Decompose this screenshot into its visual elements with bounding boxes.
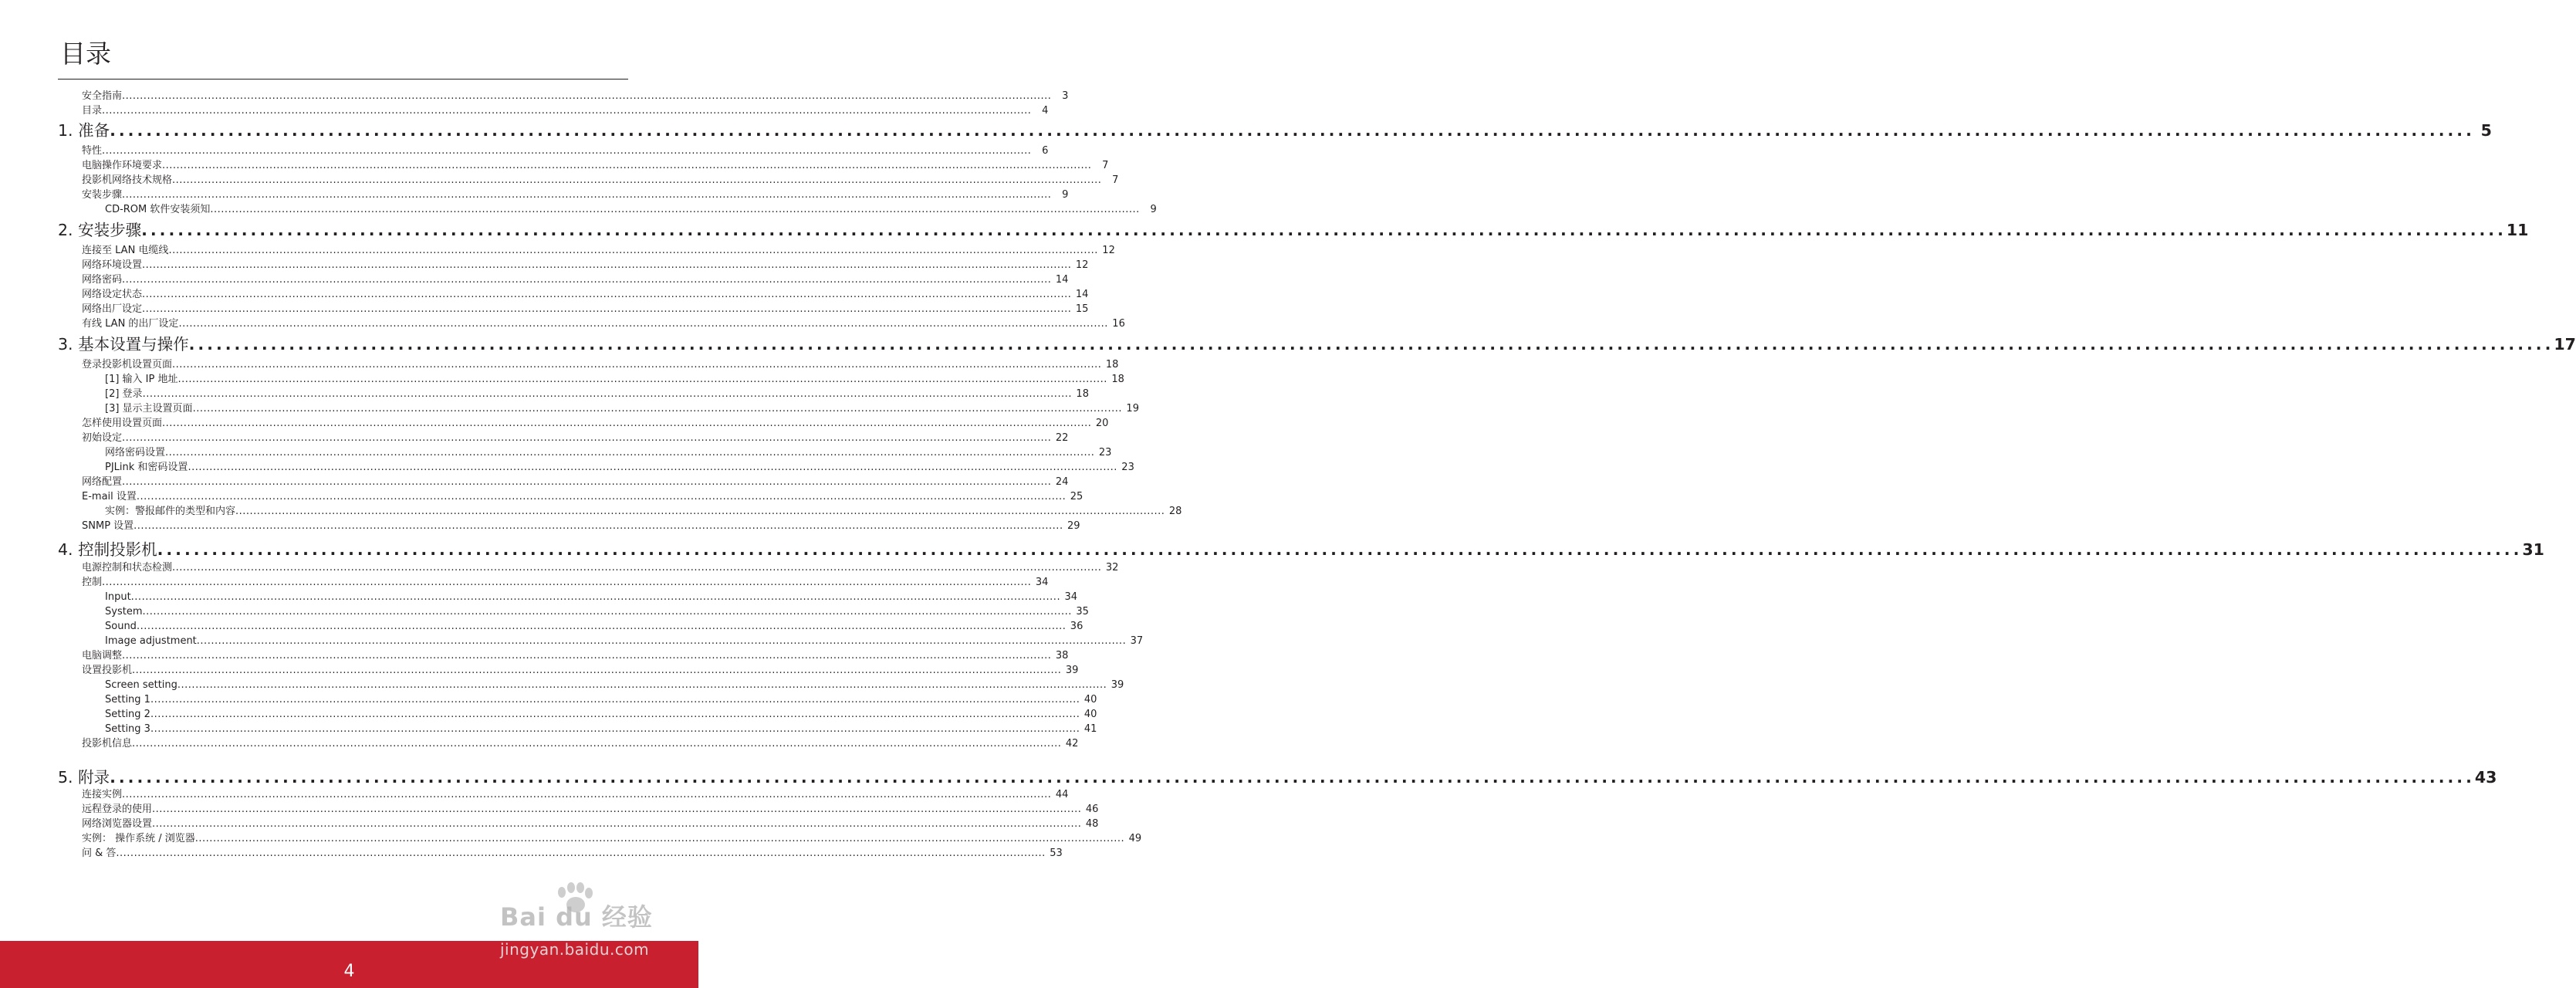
- toc-entry-page: 40: [1083, 709, 1097, 720]
- toc-entry-page: 18: [1105, 359, 1119, 370]
- dot-leader: ....................................................................................................................................................................................................................................................................: [188, 462, 1117, 473]
- dot-leader: ....................................................................................................................................................................................................................................................................: [136, 621, 1067, 632]
- baidu-watermark: [500, 902, 662, 945]
- toc-entry-label: 1. 准备: [58, 121, 110, 140]
- toc-entry: [105, 504, 1182, 519]
- toc-entry: [82, 431, 1069, 445]
- dot-leader: ....................................................................................................................................................................................................................................................................: [172, 174, 1102, 186]
- toc-entry: [105, 722, 1097, 736]
- watermark-logo-text: Bai du 经验: [500, 902, 653, 932]
- toc-entry: [82, 736, 1079, 751]
- toc-entry-label: Setting 3: [105, 723, 150, 735]
- toc-entry-label: 网络配置: [82, 476, 123, 488]
- toc-entry-label: 电脑调整: [82, 650, 123, 661]
- dot-leader: ....................................................................................................................................................................................................................................................................: [178, 318, 1108, 330]
- toc-entry: [82, 272, 1069, 287]
- toc-entry: [82, 575, 1049, 590]
- toc-entry-page: 35: [1076, 606, 1089, 618]
- toc-entry-label: 电脑操作环境要求: [82, 160, 163, 171]
- toc-entry-label: Screen setting: [105, 679, 177, 691]
- toc-entry-page: 23: [1098, 447, 1112, 458]
- toc-entry: [105, 202, 1157, 217]
- dot-leader: ....................................................................................................................................................................................................................................................................: [157, 540, 2523, 559]
- toc-entry-page: 16: [1112, 318, 1125, 330]
- toc-entry: [82, 475, 1069, 489]
- dot-leader: ....................................................................................................................................................................................................................................................................: [152, 804, 1082, 815]
- toc-entry: [82, 846, 1063, 861]
- toc-entry-page: 14: [1055, 274, 1069, 286]
- dot-leader: ....................................................................................................................................................................................................................................................................: [102, 145, 1032, 157]
- toc-entry-page: 17: [2554, 335, 2576, 354]
- toc-entry-page: 3: [1062, 90, 1069, 102]
- toc-entry-page: 20: [1095, 418, 1109, 429]
- title-divider: [58, 79, 628, 80]
- dot-leader: ....................................................................................................................................................................................................................................................................: [150, 694, 1080, 705]
- dot-leader: ....................................................................................................................................................................................................................................................................: [162, 418, 1092, 429]
- toc-entry: [105, 678, 1124, 692]
- toc-entry-page: 49: [1128, 833, 1142, 844]
- dot-leader: ....................................................................................................................................................................................................................................................................: [132, 738, 1062, 749]
- toc-entry: [82, 817, 1099, 831]
- toc-entry-page: 18: [1111, 374, 1124, 385]
- toc-entry-label: Input: [105, 591, 131, 603]
- watermark-url: jingyan.baidu.com: [500, 940, 650, 959]
- toc-entry-page: 29: [1067, 520, 1080, 532]
- dot-leader: ....................................................................................................................................................................................................................................................................: [110, 768, 2475, 787]
- toc-entry-label: 网络密码设置: [105, 447, 166, 458]
- dot-leader: ....................................................................................................................................................................................................................................................................: [142, 289, 1072, 300]
- toc-entry-page: 11: [2506, 221, 2529, 239]
- toc-entry-page: 14: [1075, 289, 1089, 300]
- dot-leader: ....................................................................................................................................................................................................................................................................: [122, 274, 1052, 286]
- toc-entry-label: 网络密码: [82, 274, 123, 286]
- toc-entry-page: 34: [1035, 577, 1049, 588]
- toc-entry-page: 37: [1130, 635, 1144, 647]
- toc-entry-label: 设置投影机: [82, 665, 133, 676]
- dot-leader: ....................................................................................................................................................................................................................................................................: [122, 432, 1052, 444]
- dot-leader: ....................................................................................................................................................................................................................................................................: [142, 388, 1072, 400]
- dot-leader: ....................................................................................................................................................................................................................................................................: [152, 818, 1082, 830]
- toc-entry-label: 登录投影机设置页面: [82, 359, 173, 370]
- toc-entry: [82, 258, 1089, 272]
- dot-leader: ....................................................................................................................................................................................................................................................................: [162, 160, 1092, 171]
- toc-entry-label: 网络出厂设定: [82, 303, 143, 315]
- toc-entry: [82, 560, 1119, 575]
- toc-entry: [82, 103, 1049, 118]
- toc-entry-page: 28: [1168, 506, 1182, 517]
- dot-leader: ....................................................................................................................................................................................................................................................................: [194, 833, 1125, 844]
- toc-entry-label: CD-ROM 软件安装须知: [105, 204, 211, 215]
- dot-leader: ....................................................................................................................................................................................................................................................................: [165, 447, 1095, 458]
- toc-entry-page: 9: [1062, 189, 1069, 201]
- dot-leader: ....................................................................................................................................................................................................................................................................: [172, 359, 1102, 370]
- toc-entry: [105, 707, 1097, 722]
- toc-chapter-entry: [58, 220, 2529, 240]
- toc-entry-page: 44: [1055, 789, 1069, 800]
- toc-entry-label: 实例： 操作系统 / 浏览器: [82, 833, 195, 844]
- toc-entry: [82, 188, 1069, 202]
- toc-entry-label: Setting 1: [105, 694, 150, 705]
- toc-entry: [82, 287, 1089, 302]
- dot-leader: ....................................................................................................................................................................................................................................................................: [122, 189, 1052, 201]
- toc-entry-label: 4. 控制投影机: [58, 540, 157, 559]
- dot-leader: ....................................................................................................................................................................................................................................................................: [235, 506, 1165, 517]
- dot-leader: ....................................................................................................................................................................................................................................................................: [168, 245, 1098, 256]
- toc-entry: [82, 831, 1142, 846]
- dot-leader: ....................................................................................................................................................................................................................................................................: [110, 121, 2475, 140]
- toc-entry-label: 投影机网络技术规格: [82, 174, 173, 186]
- toc-entry-page: 38: [1055, 650, 1069, 661]
- toc-entry-label: 电源控制和状态检测: [82, 562, 173, 574]
- toc-entry-page: 23: [1121, 462, 1134, 473]
- toc-entry-label: [3] 显示主设置页面: [105, 403, 193, 414]
- toc-entry-label: SNMP 设置: [82, 520, 134, 532]
- toc-entry-page: 7: [1102, 160, 1109, 171]
- toc-entry-page: 18: [1076, 388, 1089, 400]
- toc-entry: [105, 692, 1097, 707]
- toc-entry: [82, 357, 1119, 372]
- toc-entry-label: 有线 LAN 的出厂设定: [82, 318, 179, 330]
- toc-entry-label: Sound: [105, 621, 137, 632]
- toc-chapter-entry: [58, 767, 2497, 787]
- dot-leader: ....................................................................................................................................................................................................................................................................: [172, 562, 1102, 574]
- dot-leader: ....................................................................................................................................................................................................................................................................: [142, 259, 1072, 271]
- toc-entry: [82, 302, 1089, 316]
- toc-entry: [82, 173, 1119, 188]
- toc-entry: [82, 802, 1099, 817]
- dot-leader: ....................................................................................................................................................................................................................................................................: [188, 335, 2554, 354]
- toc-entry-page: 12: [1102, 245, 1115, 256]
- toc-entry-page: 40: [1083, 694, 1097, 705]
- toc-entry: [105, 619, 1083, 634]
- toc-entry-label: 网络设定状态: [82, 289, 143, 300]
- dot-leader: ....................................................................................................................................................................................................................................................................: [136, 491, 1067, 502]
- toc-entry-page: 53: [1050, 848, 1063, 859]
- dot-leader: ....................................................................................................................................................................................................................................................................: [192, 403, 1122, 414]
- toc-entry-label: 远程登录的使用: [82, 804, 153, 815]
- toc-entry-page: 25: [1070, 491, 1083, 502]
- toc-entry-page: 41: [1083, 723, 1097, 735]
- toc-entry-page: 12: [1075, 259, 1089, 271]
- dot-leader: ....................................................................................................................................................................................................................................................................: [122, 476, 1052, 488]
- dot-leader: ....................................................................................................................................................................................................................................................................: [122, 90, 1052, 102]
- toc-entry-label: 控制: [82, 577, 103, 588]
- toc-entry-label: 目录: [82, 105, 103, 117]
- toc-entry-label: PJLink 和密码设置: [105, 462, 188, 473]
- toc-chapter-entry: [58, 334, 2576, 354]
- page-title: 目录: [60, 39, 111, 69]
- toc-entry-page: 34: [1064, 591, 1078, 603]
- toc-entry-page: 6: [1042, 145, 1049, 157]
- toc-entry-label: 怎样使用设置页面: [82, 418, 163, 429]
- toc-entry-label: 3. 基本设置与操作: [58, 335, 189, 354]
- toc-entry-label: 网络环境设置: [82, 259, 143, 271]
- dot-leader: ....................................................................................................................................................................................................................................................................: [142, 606, 1072, 618]
- toc-entry-page: 24: [1055, 476, 1069, 488]
- dot-leader: ....................................................................................................................................................................................................................................................................: [177, 679, 1107, 691]
- toc-entry-page: 31: [2522, 540, 2544, 559]
- dot-leader: ....................................................................................................................................................................................................................................................................: [132, 665, 1062, 676]
- toc-entry-label: 实例：警报邮件的类型和内容: [105, 506, 236, 517]
- dot-leader: ....................................................................................................................................................................................................................................................................: [102, 577, 1032, 588]
- dot-leader: ....................................................................................................................................................................................................................................................................: [102, 105, 1032, 117]
- toc-entry: [105, 590, 1078, 604]
- toc-entry-label: 2. 安装步骤: [58, 221, 142, 239]
- toc-entry-page: 48: [1085, 818, 1099, 830]
- dot-leader: ....................................................................................................................................................................................................................................................................: [122, 789, 1052, 800]
- toc-entry-page: 4: [1042, 105, 1049, 117]
- dot-leader: ....................................................................................................................................................................................................................................................................: [150, 723, 1080, 735]
- toc-chapter-entry: [58, 540, 2544, 560]
- dot-leader: ....................................................................................................................................................................................................................................................................: [150, 709, 1080, 720]
- toc-entry-label: Image adjustment: [105, 635, 197, 647]
- toc-entry: [82, 158, 1109, 173]
- toc-entry: [105, 604, 1089, 619]
- toc-entry-page: 42: [1065, 738, 1079, 749]
- toc-entry-page: 32: [1105, 562, 1119, 574]
- toc-entry-page: 39: [1111, 679, 1124, 691]
- toc-entry-page: 7: [1112, 174, 1119, 186]
- toc-entry: [82, 648, 1069, 663]
- toc-entry-page: 36: [1070, 621, 1083, 632]
- toc-entry: [82, 519, 1080, 533]
- dot-leader: ....................................................................................................................................................................................................................................................................: [134, 520, 1063, 532]
- toc-entry: [105, 634, 1144, 648]
- toc-entry-label: 安装步骤: [82, 189, 123, 201]
- toc-entry: [105, 445, 1112, 460]
- toc-entry: [82, 663, 1079, 678]
- dot-leader: ....................................................................................................................................................................................................................................................................: [122, 650, 1052, 661]
- toc-entry: [82, 489, 1083, 504]
- dot-leader: ....................................................................................................................................................................................................................................................................: [196, 635, 1127, 647]
- toc-entry-label: E-mail 设置: [82, 491, 137, 502]
- dot-leader: ....................................................................................................................................................................................................................................................................: [210, 204, 1140, 215]
- toc-entry-label: Setting 2: [105, 709, 150, 720]
- toc-entry-page: 46: [1085, 804, 1099, 815]
- dot-leader: ....................................................................................................................................................................................................................................................................: [130, 591, 1061, 603]
- toc-entry: [105, 372, 1124, 387]
- toc-entry: [82, 89, 1069, 103]
- dot-leader: ....................................................................................................................................................................................................................................................................: [142, 303, 1072, 315]
- toc-entry-page: 43: [2474, 768, 2497, 787]
- dot-leader: ....................................................................................................................................................................................................................................................................: [116, 848, 1046, 859]
- toc-entry-label: 连接至 LAN 电缆线: [82, 245, 169, 256]
- toc-entry-page: 9: [1150, 204, 1157, 215]
- toc-entry-page: 5: [2480, 121, 2492, 140]
- toc-entry-label: [2] 登录: [105, 388, 143, 400]
- toc-entry-label: 特性: [82, 145, 103, 157]
- toc-entry: [82, 144, 1049, 158]
- toc-entry: [105, 401, 1139, 416]
- toc-entry-page: 15: [1075, 303, 1089, 315]
- toc-entry-page: 39: [1065, 665, 1079, 676]
- toc-entry: [105, 460, 1134, 475]
- toc-entry-label: 连接实例: [82, 789, 123, 800]
- toc-entry-label: 5. 附录: [58, 768, 110, 787]
- toc-entry-label: 问 & 答: [82, 848, 117, 859]
- toc-entry-label: 安全指南: [82, 90, 123, 102]
- toc-entry-label: 初始设定: [82, 432, 123, 444]
- dot-leader: ....................................................................................................................................................................................................................................................................: [177, 374, 1107, 385]
- toc-entry: [82, 787, 1069, 802]
- toc-entry-page: 22: [1055, 432, 1069, 444]
- toc-entry-label: 投影机信息: [82, 738, 133, 749]
- toc-entry-label: [1] 输入 IP 地址: [105, 374, 178, 385]
- toc-entry: [82, 316, 1125, 331]
- toc-entry: [82, 416, 1109, 431]
- toc-entry-label: 网络浏览器设置: [82, 818, 153, 830]
- toc-entry-page: 19: [1126, 403, 1139, 414]
- toc-entry-label: System: [105, 606, 143, 618]
- toc-chapter-entry: [58, 120, 2492, 140]
- toc-entry: [105, 387, 1089, 401]
- dot-leader: ....................................................................................................................................................................................................................................................................: [141, 221, 2507, 239]
- toc-entry: [82, 243, 1115, 258]
- page-number: 4: [343, 962, 355, 981]
